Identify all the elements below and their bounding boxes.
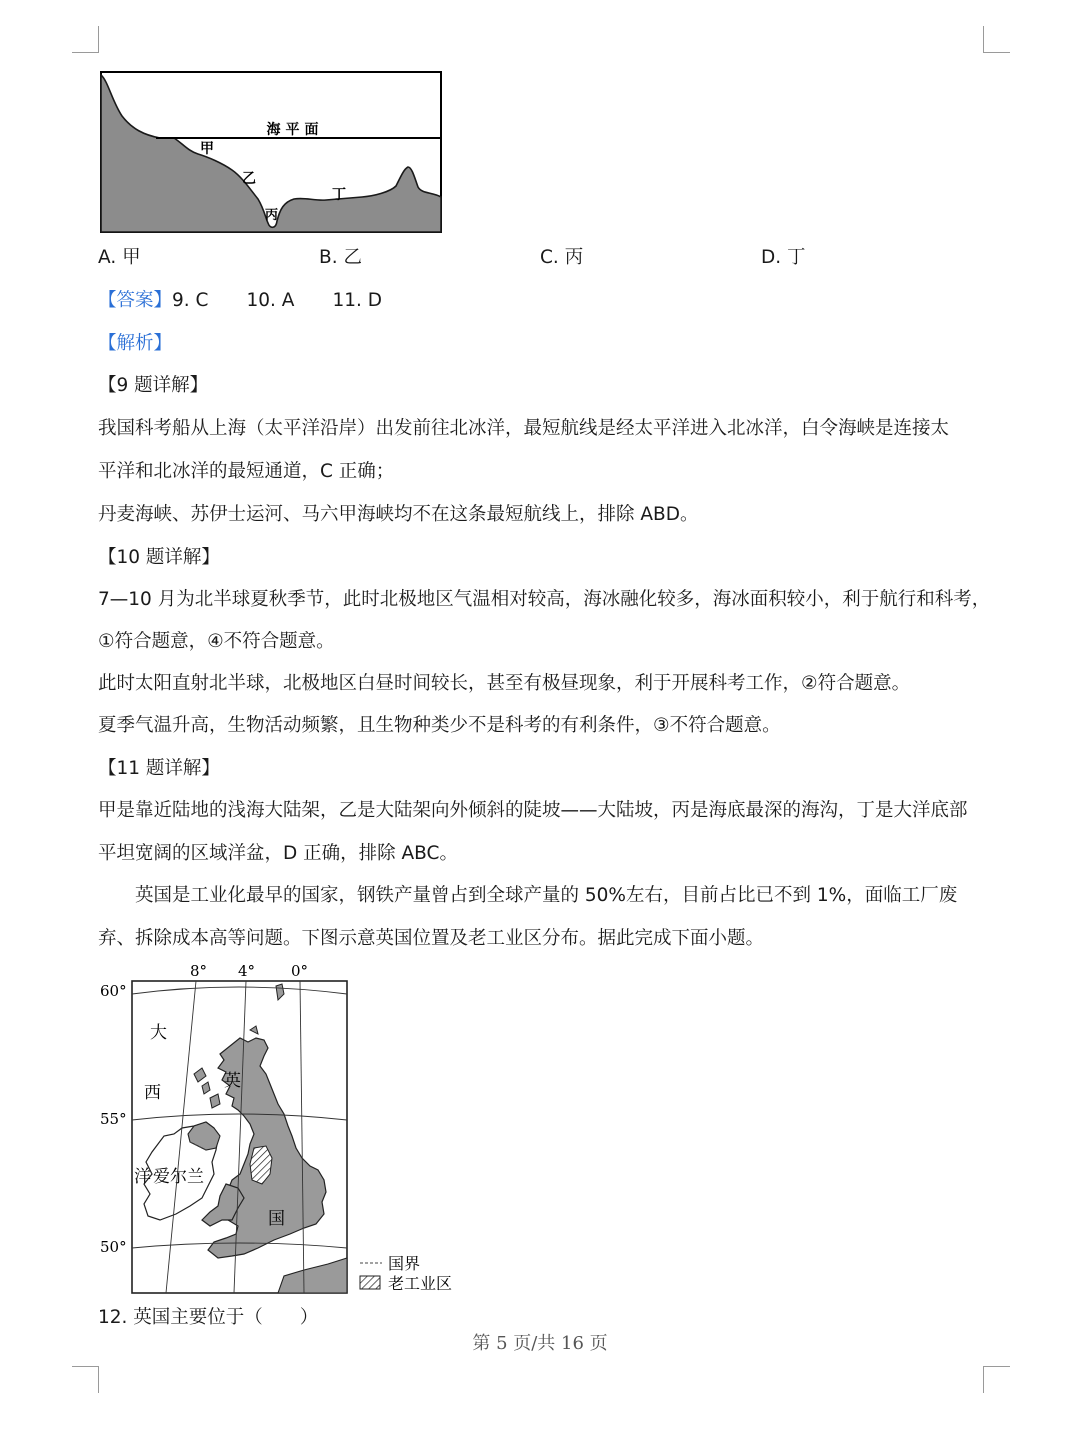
- question-12: 12. 英国主要位于（ ）: [98, 1307, 319, 1328]
- analysis-tag: 【解析】: [98, 333, 173, 354]
- q9-line: 丹麦海峡、苏伊士运河、马六甲海峡均不在这条最短航线上，排除 ABD。: [98, 504, 699, 525]
- q10-line: 夏季气温升高，生物活动频繁，且生物种类少不是科考的有利条件，③不符合题意。: [98, 715, 781, 736]
- option-a-text: 甲: [122, 247, 141, 268]
- option-d: [761, 245, 806, 271]
- q11-heading: 【11 题详解】: [98, 758, 220, 779]
- legend-industrial-symbol: [360, 1276, 380, 1289]
- uk-label-char: 英: [224, 1071, 241, 1091]
- corner-mark-bottom-left: [72, 1366, 99, 1393]
- q9-heading: 【9 题详解】: [98, 375, 209, 396]
- q11-line: 甲是靠近陆地的浅海大陆架，乙是大陆架向外倾斜的陡坡——大陆坡，丙是海底最深的海沟，丁是大洋底部: [98, 800, 968, 821]
- answer-item: 10. A: [246, 290, 295, 311]
- answer-item: 9. C: [172, 290, 209, 311]
- legend-industrial-label: 老工业区: [388, 1274, 453, 1293]
- q10-line: 此时太阳直射北半球，北极地区白昼时间较长，甚至有极昼现象，利于开展科考工作，②符合题意。: [98, 673, 911, 694]
- option-c-text: 丙: [564, 247, 584, 268]
- sea-level-label: 海平面: [266, 122, 324, 138]
- answer-line: [98, 288, 382, 314]
- point-yi-label: 乙: [242, 171, 256, 187]
- q9-line: 平洋和北冰洋的最短通道，C 正确；: [98, 461, 395, 482]
- ocean-label-char: 洋: [134, 1167, 151, 1187]
- q10-line: 7—10 月为北半球夏秋季节，此时北极地区气温相对较高，海冰融化较多，海冰面积较小，利于航行和科考，: [98, 589, 991, 610]
- q11-line: 平坦宽阔的区域洋盆，D 正确，排除 ABC。: [98, 843, 458, 864]
- latitude-label: 50°: [100, 1238, 127, 1256]
- q10-heading: 【10 题详解】: [98, 547, 220, 568]
- uk-location-map: [98, 958, 478, 1298]
- ocean-label-char: 大: [150, 1023, 167, 1043]
- seabed-profile-figure: [100, 71, 442, 233]
- point-ding-label: 丁: [332, 187, 346, 203]
- option-c-letter: C.: [540, 247, 559, 268]
- corner-mark-bottom-right: [983, 1366, 1010, 1393]
- legend-border-label: 国界: [388, 1254, 421, 1273]
- latitude-label: 60°: [100, 982, 127, 1000]
- corner-mark-top-left: [72, 26, 99, 53]
- longitude-label: 8°: [190, 962, 208, 980]
- option-d-text: 丁: [787, 247, 806, 268]
- ocean-label-char: 西: [144, 1083, 161, 1103]
- answer-item: 11. D: [332, 290, 382, 311]
- uk-label-char: 国: [268, 1209, 285, 1229]
- intro-line: 弃、拆除成本高等问题。下图示意英国位置及老工业区分布。据此完成下面小题。: [98, 928, 765, 949]
- longitude-label: 4°: [238, 962, 256, 980]
- answer-tag: 【答案】: [98, 290, 173, 311]
- longitude-label: 0°: [291, 962, 309, 980]
- ireland-label: 爱尔兰: [153, 1167, 204, 1187]
- point-jia-label: 甲: [200, 141, 214, 157]
- latitude-label: 55°: [100, 1110, 127, 1128]
- q9-line: 我国科考船从上海（太平洋沿岸）出发前往北冰洋，最短航线是经太平洋进入北冰洋，白令海峡是连接太: [98, 418, 950, 439]
- point-bing-label: 丙: [265, 208, 279, 223]
- option-c: [540, 245, 583, 271]
- option-b-text: 乙: [343, 247, 362, 268]
- page-footer: 第 5 页/共 16 页: [472, 1333, 608, 1354]
- option-b: [319, 245, 362, 271]
- option-d-letter: D.: [761, 247, 782, 268]
- option-a: [98, 245, 141, 271]
- option-a-letter: A.: [98, 247, 117, 268]
- option-b-letter: B.: [319, 247, 338, 268]
- corner-mark-top-right: [983, 26, 1010, 53]
- q10-line: ①符合题意，④不符合题意。: [98, 631, 335, 652]
- intro-line: 英国是工业化最早的国家，钢铁产量曾占到全球产量的 50%左右，目前占比已不到 1%，面临工厂废: [135, 885, 958, 906]
